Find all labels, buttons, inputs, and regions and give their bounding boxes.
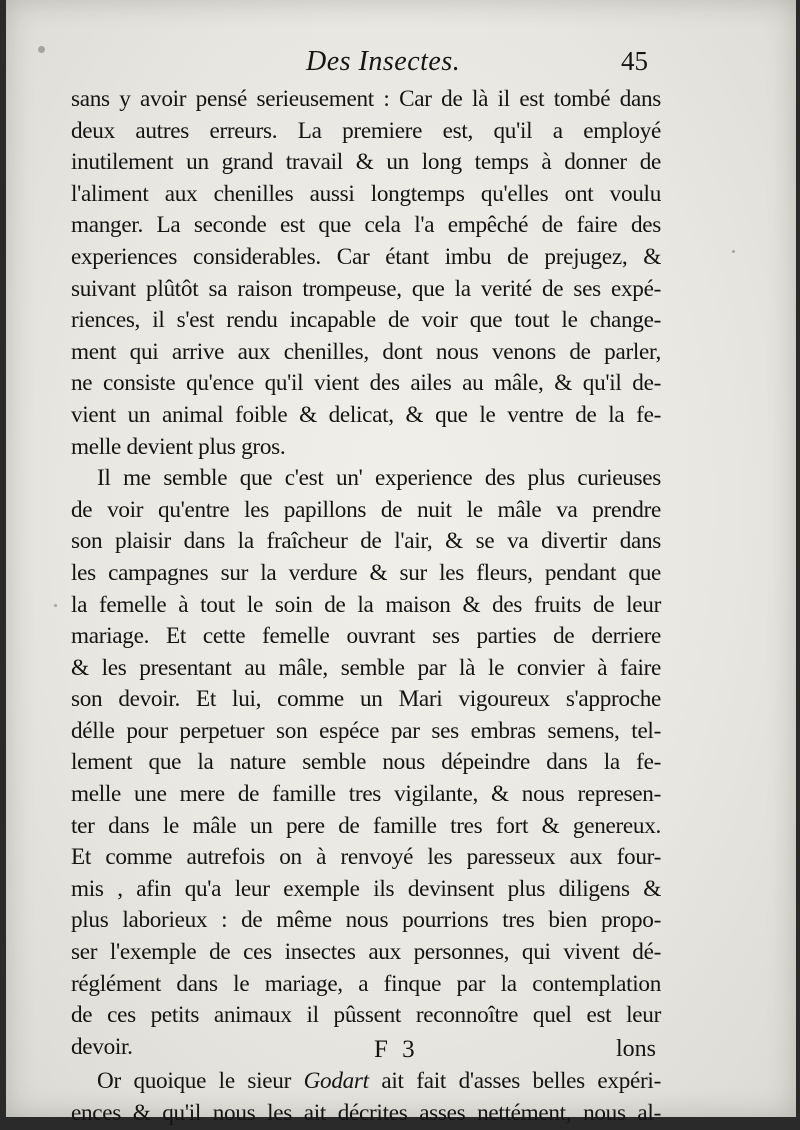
text-line: melle devient plus gros. <box>71 433 286 460</box>
text-line: lement que la nature semble nous dépeindre dans la fe- <box>71 749 661 776</box>
text-line: les campagnes sur la verdure & sur les fleurs, pendant que <box>71 559 661 586</box>
text-line: riences, il s'est rendu incapable de voir que tout le change- <box>71 307 661 334</box>
ink-spot <box>54 604 57 607</box>
text-line: mis , afin qu'a leur exemple ils devinsent plus diligens & <box>71 875 661 902</box>
text-line: plus laborieux : de même nous pourrions tres bien propo- <box>71 907 661 934</box>
running-title: Des Insectes. <box>306 46 461 77</box>
text-line: de ces petits animaux il pûssent reconnoître quel est leur <box>71 1002 661 1029</box>
text-line: devoir. <box>71 1033 133 1060</box>
text-line: de voir qu'entre les papillons de nuit le mâle va prendre <box>71 496 661 523</box>
text-line: ences & qu'il nous les ait décrites asses nettément, nous al- <box>71 1100 661 1126</box>
text-line: délle pour perpetuer son espéce par ses embras semens, tel- <box>71 717 661 744</box>
text-line: mariage. Et cette femelle ouvrant ses parties de derriere <box>71 623 661 650</box>
text-line-with-author <box>71 1066 661 1098</box>
text-line: réglément dans le mariage, a finque par la contemplation <box>71 970 661 997</box>
text-fragment: ait fait d'asses belles expéri- <box>381 1068 661 1095</box>
page-number: 45 <box>621 46 648 76</box>
text-fragment: Or quoique le sieur <box>97 1068 291 1095</box>
text-line: ne consiste qu'ence qu'il vient des ailes au mâle, & qu'il de- <box>71 370 661 397</box>
text-line: manger. La seconde est que cela l'a empêché de faire des <box>71 212 661 239</box>
text-line: l'aliment aux chenilles aussi longtemps qu'elles ont voulu <box>71 180 661 207</box>
text-line: Il me semble que c'est un' experience des plus curieuses <box>97 465 661 492</box>
text-line: ment qui arrive aux chenilles, dont nous venons de parler, <box>71 338 661 365</box>
text-line: ter dans le mâle un pere de famille tres fort & genereux. <box>71 812 661 839</box>
text-line: suivant plûtôt sa raison trompeuse, que la verité de ses expé- <box>71 275 661 302</box>
text-line: sans y avoir pensé serieusement : Car de là il est tombé dans <box>71 86 661 112</box>
text-line: & les presentant au mâle, semble par là le convier à faire <box>71 654 661 681</box>
text-line: inutilement un grand travail & un long temps à donner de <box>71 149 661 176</box>
signature-mark: F 3 <box>374 1036 415 1063</box>
catchword: lons <box>616 1036 657 1062</box>
text-line: son devoir. Et lui, comme un Mari vigoureux s'approche <box>71 686 661 713</box>
text-line: melle une mere de famille tres vigilante, & nous represen- <box>71 781 661 808</box>
text-line: deux autres erreurs. La premiere est, qu'il a employé <box>71 117 661 144</box>
ink-spot <box>732 250 735 253</box>
text-line: son plaisir dans la fraîcheur de l'air, & se va divertir dans <box>71 528 661 555</box>
text-line: vient un animal foible & delicat, & que le ventre de la fe- <box>71 401 661 428</box>
author-name: Godart <box>303 1068 369 1095</box>
body-text <box>71 84 661 1130</box>
text-line: Et comme autrefois on à renvoyé les paresseux aux four- <box>71 844 661 871</box>
book-page <box>6 0 796 1126</box>
ink-spot <box>38 46 45 53</box>
text-line: ser l'exemple de ces insectes aux personnes, qui vivent dé- <box>71 939 661 966</box>
text-line: experiences considerables. Car étant imbu de prejugez, & <box>71 243 661 270</box>
text-line: la femelle à tout le soin de la maison & des fruits de leur <box>71 591 661 618</box>
